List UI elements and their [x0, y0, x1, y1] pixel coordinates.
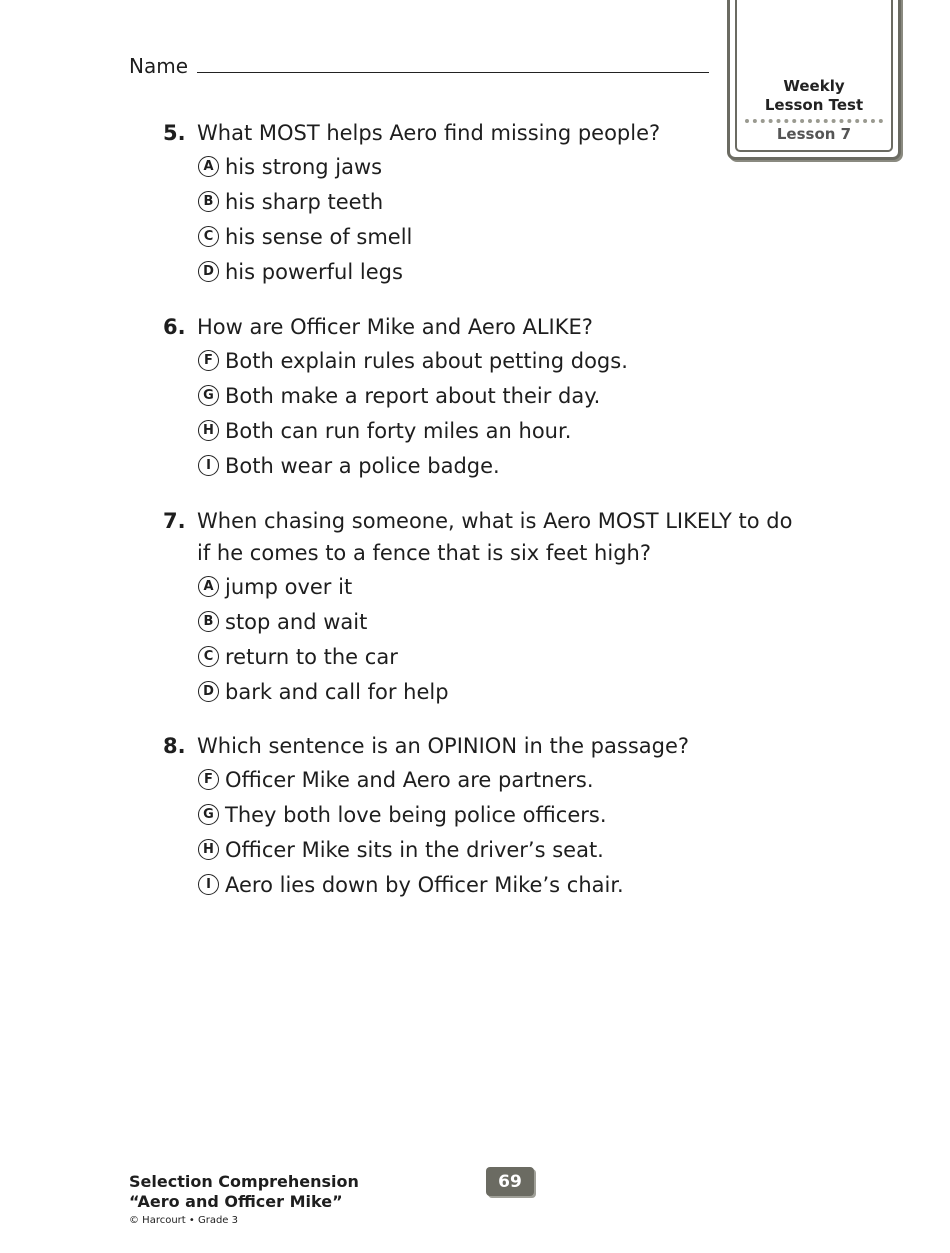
choice-text: return to the car [225, 644, 398, 669]
question-number: 7. [163, 509, 186, 533]
choice-text: stop and wait [225, 609, 368, 634]
choice-5d[interactable] [198, 254, 803, 289]
answer-bubble[interactable]: I [198, 874, 219, 895]
name-line[interactable] [197, 72, 709, 73]
question-text: How are Officer Mike and Aero ALIKE? [197, 315, 593, 339]
footer-selection-title: “Aero and Officer Mike” [129, 1192, 343, 1211]
choice-text: jump over it [225, 574, 353, 599]
choice-6h[interactable] [198, 413, 803, 448]
choice-text: Aero lies down by Officer Mike’s chair. [225, 872, 624, 897]
answer-bubble[interactable]: C [198, 646, 219, 667]
choice-text: Both make a report about their day. [225, 383, 601, 408]
choice-6g[interactable] [198, 378, 803, 413]
answer-bubble[interactable]: F [198, 769, 219, 790]
page-number: 69 [486, 1167, 534, 1196]
question-8 [163, 730, 803, 902]
answer-bubble[interactable]: I [198, 455, 219, 476]
answer-bubble[interactable]: B [198, 191, 219, 212]
name-label: Name [129, 54, 189, 78]
choice-text: his sense of smell [225, 224, 413, 249]
choice-text: his strong jaws [225, 154, 383, 179]
choice-7b[interactable] [198, 604, 803, 639]
answer-bubble[interactable]: F [198, 350, 219, 371]
choice-8h[interactable] [198, 832, 803, 867]
answer-bubble[interactable]: H [198, 420, 219, 441]
answer-bubble[interactable]: C [198, 226, 219, 247]
footer-section: Selection Comprehension [129, 1172, 359, 1191]
answer-bubble[interactable]: D [198, 261, 219, 282]
answer-bubble[interactable]: G [198, 385, 219, 406]
choice-6f[interactable] [198, 343, 803, 378]
choice-8g[interactable] [198, 797, 803, 832]
choice-7c[interactable] [198, 639, 803, 674]
answer-bubble[interactable]: A [198, 576, 219, 597]
choice-text: Officer Mike and Aero are partners. [225, 767, 594, 792]
answer-bubble[interactable]: B [198, 611, 219, 632]
tab-title-line1: Weekly [783, 77, 845, 95]
choice-5c[interactable] [198, 219, 803, 254]
choice-text: They both love being police officers. [225, 802, 607, 827]
choice-text: Officer Mike sits in the driver’s seat. [225, 837, 604, 862]
question-6 [163, 311, 803, 483]
choice-text: bark and call for help [225, 679, 449, 704]
choice-8f[interactable] [198, 762, 803, 797]
choice-text: his powerful legs [225, 259, 403, 284]
question-number: 8. [163, 734, 186, 758]
choice-text: Both wear a police badge. [225, 453, 500, 478]
choice-5a[interactable] [198, 149, 803, 184]
choice-text: Both explain rules about petting dogs. [225, 348, 628, 373]
question-7 [163, 505, 803, 709]
choice-5b[interactable] [198, 184, 803, 219]
question-text: Which sentence is an OPINION in the passage? [197, 734, 690, 758]
choice-text: his sharp teeth [225, 189, 384, 214]
choice-7d[interactable] [198, 674, 803, 709]
choice-text: Both can run forty miles an hour. [225, 418, 572, 443]
choice-7a[interactable] [198, 569, 803, 604]
answer-bubble[interactable]: D [198, 681, 219, 702]
question-number: 6. [163, 315, 186, 339]
question-text: What MOST helps Aero find missing people? [197, 121, 661, 145]
tab-title-line2: Lesson Test [764, 96, 864, 114]
tab-lesson: Lesson 7 [776, 125, 852, 143]
question-5 [163, 117, 803, 289]
choice-6i[interactable] [198, 448, 803, 483]
footer [129, 1172, 359, 1226]
answer-bubble[interactable]: A [198, 156, 219, 177]
question-text: When chasing someone, what is Aero MOST LIKELY to do if he comes to a fence that is six feet high? [197, 509, 793, 565]
answer-bubble[interactable]: G [198, 804, 219, 825]
choice-8i[interactable] [198, 867, 803, 902]
answer-bubble[interactable]: H [198, 839, 219, 860]
question-number: 5. [163, 121, 186, 145]
footer-copyright: © Harcourt • Grade 3 [129, 1215, 238, 1226]
